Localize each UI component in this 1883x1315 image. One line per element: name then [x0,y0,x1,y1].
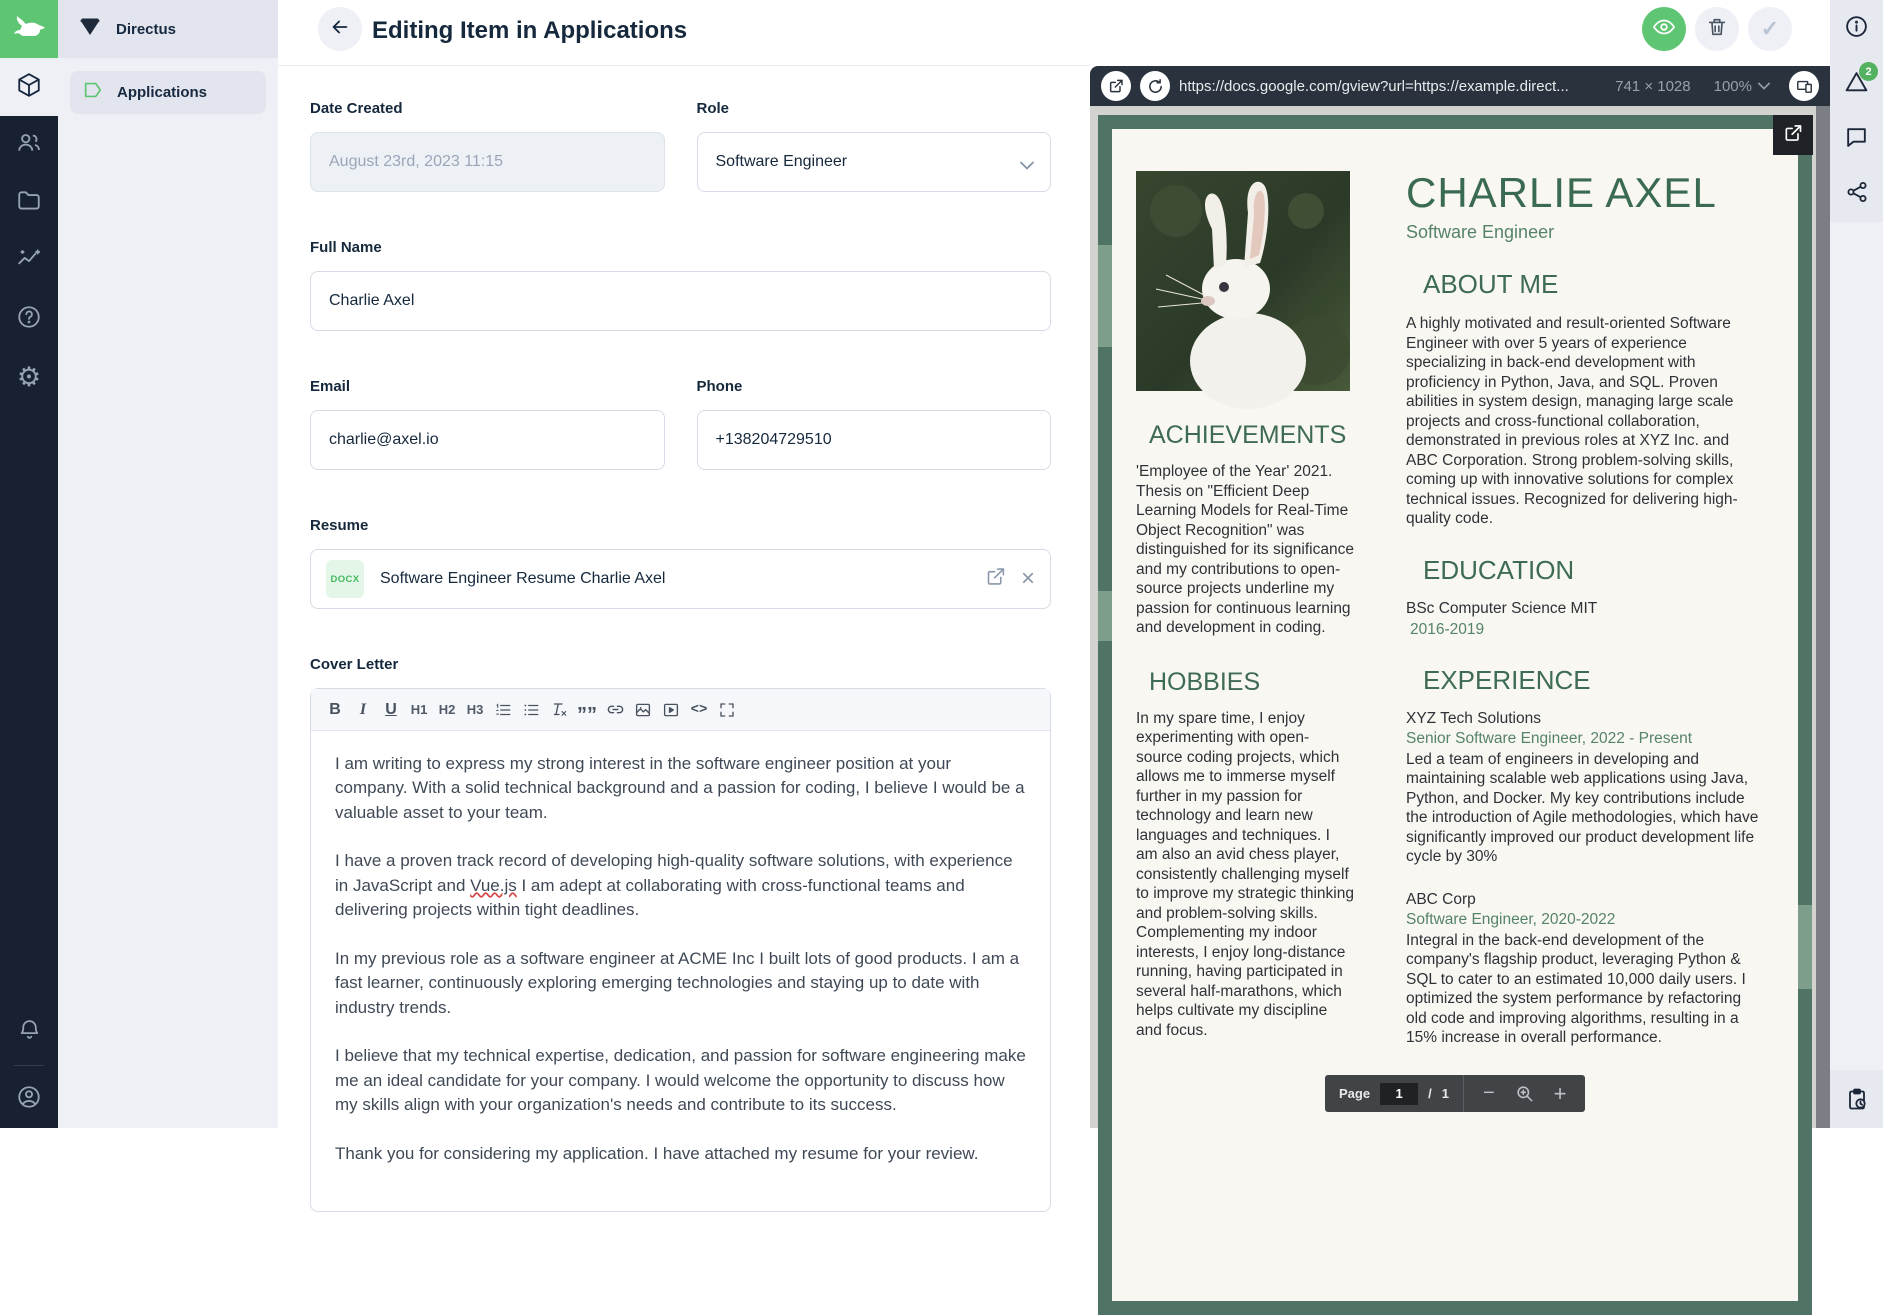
docx-badge: DOCX [326,560,364,598]
module-users[interactable] [0,116,58,174]
h3-button[interactable]: H3 [466,702,484,717]
revisions-button[interactable] [1844,65,1872,93]
notifications-button[interactable] [0,1003,58,1061]
collection-tag-icon [82,79,104,106]
share-icon [1845,180,1869,204]
editor-toolbar [311,689,1050,731]
chevron-down-icon [1020,157,1034,175]
clipboard-clock-icon [1845,1087,1869,1111]
page-number-input[interactable] [1380,1083,1418,1105]
achievements-heading: ACHIEVEMENTS [1149,421,1347,449]
full-name-input[interactable] [310,271,1051,331]
document-viewport[interactable] [1090,106,1830,1128]
insights-icon [16,246,42,277]
field-label: Phone [696,378,743,395]
frame-accent [1098,591,1112,641]
zoom-select[interactable]: 100% [1714,78,1770,95]
resume-file-name: Software Engineer Resume Charlie Axel [380,570,666,587]
blockquote-button[interactable]: ”” [577,703,597,726]
responsive-toggle-button[interactable] [1789,71,1819,101]
document-scrollbar[interactable] [1816,106,1830,1128]
account-button[interactable] [0,1070,58,1128]
preview-button[interactable] [1642,7,1686,51]
job-role-dates: Senior Software Engineer, 2022 - Present [1406,729,1693,747]
page-label: Page [1339,1086,1371,1101]
viewer-toolbar [1090,66,1830,106]
resume-page [1098,115,1812,1315]
viewer-url[interactable]: https://docs.google.com/gview?url=https://example.direct... [1179,77,1569,95]
item-edit-form [278,66,1090,1163]
field-full-name [310,239,1051,331]
delete-button[interactable] [1695,7,1739,51]
page-controls [1325,1075,1585,1112]
page-title: Editing Item in Applications [372,17,688,44]
account-circle-icon [16,1084,42,1115]
email-input[interactable] [310,410,665,470]
frame-accent [1798,905,1812,989]
about-text: A highly motivated and result-oriented Software Engineer with over 5 years of experience specializing in back-end development with proficiency in Python, Java, and SQL. Proven abilities in system design, managing large scale projects and cross-functional collaboration, demonstrated in previous roles at XYZ Inc. and ABC Corporation. Strong problem-solving skills, coming up with innovative solutions for complex technical issues. Recognized for delivering high-quality code. [1406,315,1738,528]
module-bar [0,0,58,1128]
eye-icon [1652,15,1676,44]
date-created-input[interactable] [310,132,665,192]
popout-document-button[interactable] [1773,115,1813,155]
experience-job [1406,710,1762,867]
open-in-new-tab-button[interactable] [1101,71,1131,101]
phone-input[interactable] [697,410,1052,470]
module-settings[interactable] [0,348,58,406]
underline-button[interactable]: U [385,700,397,718]
job-company: ABC Corp [1406,890,1476,908]
field-label: Date Created [310,100,403,117]
nav-item-applications[interactable] [70,71,266,114]
viewport-dimensions: 741 × 1028 [1615,77,1691,95]
magnifier-plus-icon [1515,1084,1534,1103]
about-heading: ABOUT ME [1423,269,1559,299]
zoom-in-button[interactable]: + [1553,1080,1567,1106]
page-header [278,0,1830,66]
resume-photo [1136,171,1350,391]
activity-clipboard-button[interactable] [1845,1087,1869,1111]
education-years: 2016-2019 [1410,620,1485,638]
bullet-list-button[interactable] [517,695,545,725]
hobbies-text: In my spare time, I enjoy experimenting with open-source coding projects, which allows me to immerse myself further in my passion for technology and learn new languages and techniques. I am also an avid chess player, consistently challenging myself to improve my strategic thinking and problem-solving skills. Complementing my indoor interests, I enjoy long-distance running, having participated in several half-marathons, which helps cultivate my discipline and focus. [1136,709,1354,1039]
video-button[interactable] [657,695,685,725]
hobbies-heading: HOBBIES [1149,667,1261,696]
arrow-left-icon [329,16,351,43]
field-label: Role [696,100,730,117]
back-button[interactable] [318,7,362,51]
chevron-down-icon [1758,82,1770,90]
zoom-magnifier-button[interactable] [1510,1084,1539,1103]
check-icon: ✓ [1760,16,1780,41]
job-description: Led a team of engineers in developing and maintaining scalable web applications using Java, Python, and Docker. My key contributions include the introduction of Agile methodologies, which have significantly improved our product development life cycle by 30% [1406,750,1759,866]
project-name: Directus [116,20,177,38]
box-icon [16,72,42,103]
link-button[interactable] [601,695,629,725]
directus-logo[interactable] [0,0,58,58]
job-description: Integral in the back-end development of the company's flagship product, leveraging Python & SQL to cater to an estimated 10,000 daily users. I optimized the system performance by refactoring old code and improving algorithms, resulting in a 15% increase in overall performance. [1406,931,1746,1047]
cover-letter-paragraph: I believe that my technical expertise, dedication, and passion for software engineering make me an ideal candidate for your company. I would welcome the opportunity to discuss how my skills align with your organization's needs and contribute to its success. [335,1046,1026,1115]
rich-text-editor [310,688,1051,1212]
revisions-badge: 2 [1859,62,1878,81]
role-selected-value: Software Engineer [715,153,848,170]
misspelled-word: Vue.js [470,875,517,895]
rabbit-logo-icon [12,12,46,47]
zoom-out-button[interactable]: − [1482,1082,1495,1104]
cover-letter-paragraph: In my previous role as a software engineer at ACME Inc I built lots of good products. I am a fast learner, continuously exploring emerging technologies and staying up to date with industry trends. [335,948,1020,1017]
field-label: Email [310,378,351,395]
comments-button[interactable] [1844,124,1869,149]
clear-format-button[interactable] [545,695,573,725]
resume-file[interactable] [310,549,1051,609]
achievements-text: 'Employee of the Year' 2021. Thesis on "Efficient Deep Learning Models for Real-Time Object Recognition" was distinguished for its significance and my contributions to open-source projects underline my passion for continuous learning and development in coding. [1136,463,1354,637]
users-icon [16,130,42,161]
h2-button[interactable]: H2 [438,702,456,717]
cover-letter-paragraph: I have a proven track record of developing high-quality software solutions, with experience in JavaScript and Vue.js I am adept at collaborating with cross-functional teams and delivering projects within tight deadlines. [335,851,1013,920]
external-link-icon [1783,123,1803,148]
info-icon [1844,14,1869,39]
open-file-button[interactable] [985,566,1006,592]
experience-heading: EXPERIENCE [1423,664,1591,695]
module-content[interactable] [0,58,58,116]
image-button[interactable] [629,695,657,725]
resume-role: Software Engineer [1406,222,1555,242]
education-degree: BSc Computer Science MIT [1406,599,1598,617]
job-role-dates: Software Engineer, 2020-2022 [1406,910,1616,928]
italic-button[interactable]: I [359,700,367,718]
frame-accent [1098,245,1112,347]
education-heading: EDUCATION [1423,554,1575,585]
code-button[interactable]: <> [690,701,708,718]
navigation-panel [58,0,278,1128]
module-insights[interactable] [0,232,58,290]
module-help[interactable] [0,290,58,348]
resume-page-content [1112,129,1798,1301]
folder-icon [16,188,42,219]
resume-name: CHARLIE AXEL [1406,169,1717,216]
job-company: XYZ Tech Solutions [1406,709,1541,727]
refresh-button[interactable] [1140,71,1170,101]
field-label: Resume [310,517,369,534]
h1-button[interactable]: H1 [410,702,428,717]
comment-icon [1844,124,1869,149]
help-icon [16,304,42,335]
gear-icon: ⚙ [16,361,42,392]
info-button[interactable] [1844,14,1869,39]
trash-icon [1706,16,1728,43]
project-diamond-icon [78,16,102,43]
field-label: Full Name [310,239,382,256]
field-email [310,378,665,470]
ordered-list-button[interactable] [489,695,517,725]
experience-job [1406,891,1762,1048]
remove-file-button[interactable]: × [1020,565,1035,592]
document-preview-panel [1090,66,1830,1128]
field-label: Cover Letter [310,656,399,673]
bell-icon [17,1017,42,1047]
module-files[interactable] [0,174,58,232]
cover-letter-paragraph: Thank you for considering my application. I have attached my resume for your review. [335,1143,979,1163]
page-total: 1 [1441,1086,1449,1101]
field-date-created [310,100,665,192]
field-role [697,100,1052,192]
role-select[interactable] [697,132,1052,192]
page-separator: / [1428,1086,1432,1101]
save-button[interactable] [1748,7,1792,51]
cover-letter-content[interactable] [311,731,1050,1211]
field-cover-letter [310,656,1051,1212]
nav-item-label: Applications [117,84,208,101]
bold-button[interactable]: B [329,700,341,718]
field-phone [697,378,1052,470]
fullscreen-button[interactable] [713,695,741,725]
header-actions [1642,7,1792,51]
share-button[interactable] [1845,180,1869,204]
module-bar-divider [14,1065,44,1066]
field-resume [310,517,1051,609]
cover-letter-paragraph: I am writing to express my strong interest in the software engineer position at your company. With a solid technical background and a passion for coding, I believe I would be a valuable asset to your team. [335,754,1025,822]
right-sidebar [1830,0,1883,1128]
project-selector[interactable] [58,0,278,58]
